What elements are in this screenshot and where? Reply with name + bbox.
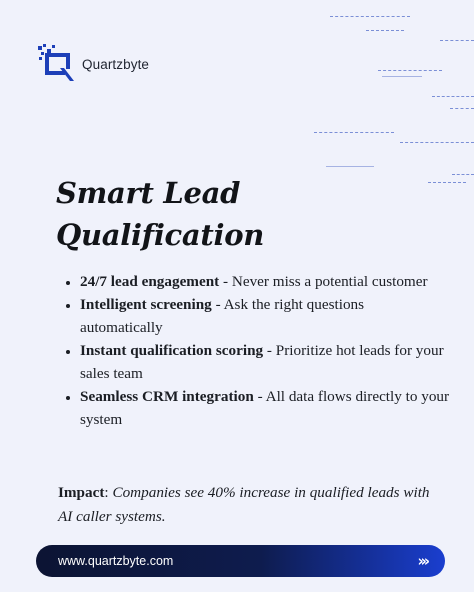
impact-statement [58,481,443,529]
decorative-line [452,174,474,175]
impact-label: Impact [58,484,105,501]
brand-header [38,44,149,84]
triple-chevron-right-icon[interactable]: ››› [417,552,427,570]
page-title-line-2: Qualification [56,218,265,252]
page-title [56,172,264,256]
website-link[interactable]: www.quartzbyte.com [58,554,174,568]
feature-title: Seamless CRM integration [80,388,254,405]
feature-description: - Ask the right questions automatically [80,296,365,336]
feature-title: 24/7 lead engagement [80,273,220,290]
impact-text: Companies see 40% increase in qualified leads with AI caller systems. [58,484,430,525]
decorative-line [432,96,474,97]
feature-item [80,293,450,339]
feature-description: - Prioritize hot leads for your sales team [80,342,444,382]
feature-list [62,270,450,431]
decorative-line [330,16,410,17]
quartzbyte-logo-icon [38,44,76,84]
feature-item [80,385,450,431]
feature-description: - All data flows directly to your system [80,388,450,428]
footer-bar[interactable] [36,545,445,577]
decorative-line [440,40,474,41]
feature-item [80,270,450,293]
page-title-line-1: Smart Lead [56,176,241,210]
feature-item [80,339,450,385]
decorative-line [314,132,394,133]
decorative-line [366,30,404,31]
decorative-line [382,76,422,77]
feature-title: Instant qualification scoring [80,342,264,359]
decorative-line [428,182,466,183]
decorative-line [326,166,374,167]
impact-separator: : [104,484,109,501]
decorative-line [400,142,474,143]
decorative-line [378,70,442,71]
feature-title: Intelligent screening [80,296,212,313]
brand-name: Quartzbyte [82,56,150,72]
decorative-line [450,108,474,109]
feature-description: - Never miss a potential customer [219,273,428,290]
